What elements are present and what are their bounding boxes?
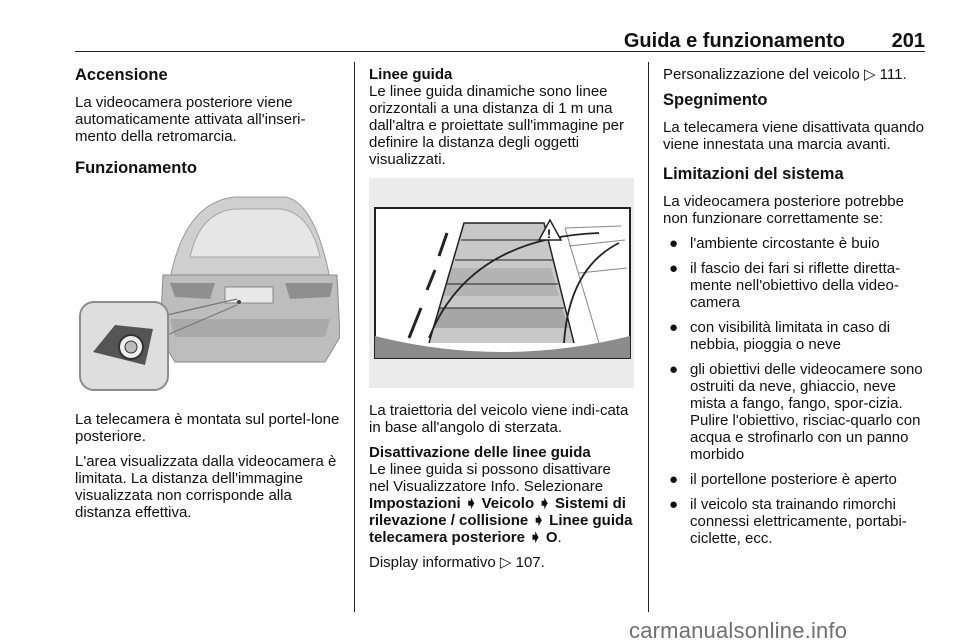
arrow-right-icon: ➧ [532, 512, 545, 529]
header-rule [75, 51, 925, 52]
menu-veicolo: Veicolo [481, 495, 535, 512]
menu-off: O [545, 529, 558, 546]
menu-impostazioni: Impostazioni [369, 495, 461, 512]
triangle-ref-icon: ▷ [499, 554, 512, 571]
display-ref-page: 107 [515, 554, 541, 571]
menu-linee-guida: Linee guida telecamera posteriore [369, 512, 633, 546]
list-item: ● gli obiettivi delle videocamere sono ostruiti da neve, ghiaccio, neve mista a fango, fango, spor-cizia. Pulire l'obiettivo, risciac-quarlo con acqua e strofinarlo con un panno morbido [669, 361, 923, 463]
guide-lines-illustration [369, 178, 634, 388]
disattivazione-text: Le linee guida si possono disattivare nel Visualizzatore Info. Selezionare [369, 461, 611, 495]
triangle-ref-icon: ▷ [863, 66, 876, 83]
paragraph-limitazioni: La videocamera posteriore potrebbe non funzionare correttamente se: [663, 193, 904, 227]
paragraph-linee-guida: Le linee guida dinamiche sono linee orizzontali a una distanza di 1 m una dall'altra e proiettate sull'immagine per definire la distanza degli oggetti visualizzati. [369, 83, 625, 168]
display-reference: Display informativo ▷ 107. [369, 554, 545, 571]
heading-disattivazione: Disattivazione delle linee guida [369, 444, 591, 461]
paragraph-spegnimento: La telecamera viene disattivata quando viene innestata una marcia avanti. [663, 119, 925, 153]
bullet-icon: ● [669, 471, 679, 488]
watermark: carmanualsonline.info [629, 618, 848, 643]
page-header [75, 30, 925, 50]
list-item: ● l'ambiente circostante è buio [669, 235, 880, 252]
heading-accensione: Accensione [75, 66, 168, 84]
heading-linee-guida: Linee guida [369, 66, 453, 83]
heading-funzionamento: Funzionamento [75, 159, 197, 177]
limitations-list [663, 235, 928, 547]
list-item: ● il portellone posteriore è aperto [669, 471, 897, 488]
bullet-icon: ● [669, 260, 679, 277]
bullet-icon: ● [669, 319, 679, 336]
heading-spegnimento: Spegnimento [663, 91, 768, 109]
paragraph-disattivazione: Le linee guida si possono disattivare nel Visualizzatore Info. Selezionare Impostazioni ➧ Veicolo ➧ Sistemi di rilevazione / collisione ➧ Linee guida telecamera posteriore ➧ O. [369, 461, 633, 546]
personalizzazione-page: 111 [879, 66, 903, 83]
personalizzazione-reference: Personalizzazione del veicolo ▷ 111. [663, 66, 907, 83]
car-camera-illustration [75, 187, 340, 397]
page-number: 201 [891, 30, 925, 52]
header-title: Guida e funzionamento [623, 30, 845, 52]
paragraph-traiettoria: La traiettoria del veicolo viene indi-cata in base all'angolo di sterzata. [369, 402, 629, 436]
column-1 [75, 66, 340, 529]
paragraph-accensione: La videocamera posteriore viene automaticamente attivata all'inseri-mento della retromarcia. [75, 94, 306, 145]
arrow-right-icon: ➧ [464, 495, 478, 512]
bullet-icon: ● [669, 361, 679, 378]
menu-sistemi: Sistemi di rilevazione / collisione [369, 495, 626, 529]
list-item: ● con visibilità limitata in caso di nebbia, pioggia o neve [669, 319, 891, 353]
paragraph-area: L'area visualizzata dalla videocamera è limitata. La distanza dell'immagine visualizzata non corrisponde alla distanza effettiva. [75, 453, 337, 521]
list-item: ● il fascio dei fari si riflette diretta-mente nell'obiettivo della video-camera [669, 260, 901, 311]
display-ref-text: Display informativo [369, 554, 496, 571]
column-3 [663, 66, 928, 555]
bullet-icon: ● [669, 235, 679, 252]
personalizzazione-text: Personalizzazione del veicolo [663, 66, 860, 83]
paragraph-montata: La telecamera è montata sul portel-lone posteriore. [75, 411, 340, 445]
column-divider [648, 62, 649, 612]
column-2 [369, 66, 634, 579]
arrow-right-icon: ➧ [529, 529, 542, 546]
svg-text:!: ! [547, 227, 551, 241]
heading-limitazioni: Limitazioni del sistema [663, 165, 844, 183]
bullet-icon: ● [669, 496, 679, 513]
list-item: ● il veicolo sta trainando rimorchi connessi elettricamente, portabi-ciclette, ecc. [669, 496, 907, 547]
column-divider [354, 62, 355, 612]
arrow-right-icon: ➧ [538, 495, 551, 512]
